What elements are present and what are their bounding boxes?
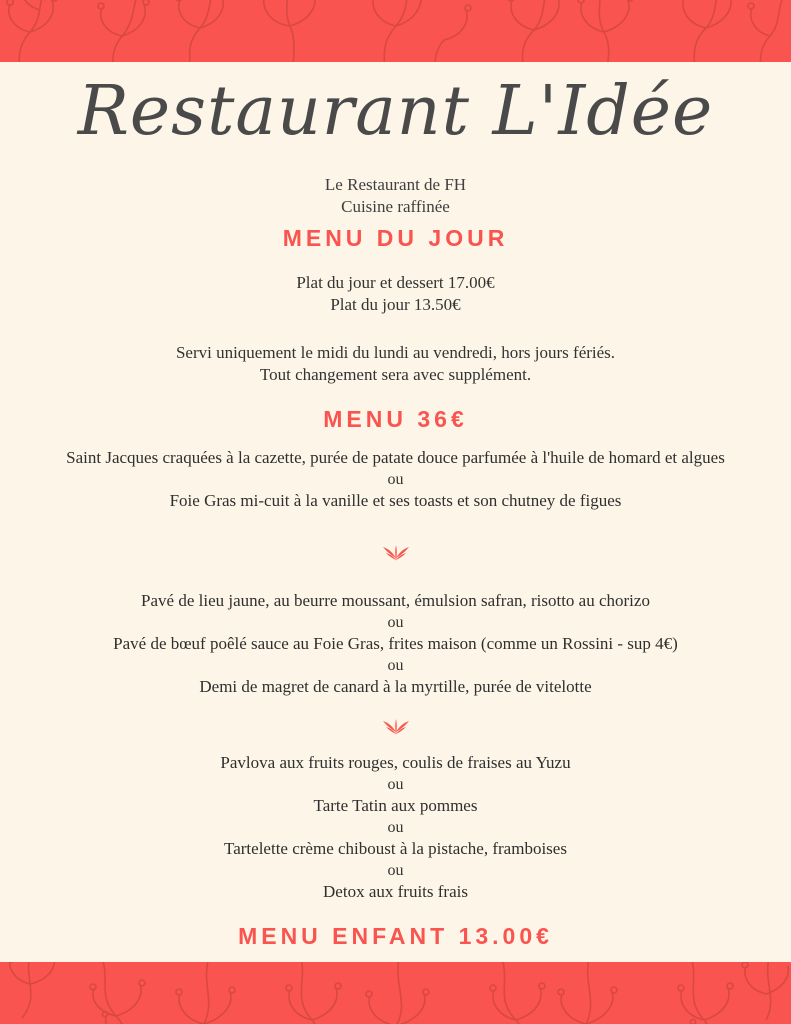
starter-item-2: Foie Gras mi-cuit à la vanille et ses toasts et son chutney de figues	[169, 491, 622, 510]
main-item-1: Pavé de lieu jaune, au beurre moussant, émulsion safran, risotto au chorizo	[141, 591, 650, 610]
or-separator-1: ou	[387, 471, 404, 488]
or-separator-5: ou	[387, 819, 404, 836]
menu-du-jour-price-1: Plat du jour et dessert 17.00€	[296, 273, 495, 292]
page-title: Restaurant L'Idée	[77, 72, 714, 151]
or-separator-6: ou	[387, 862, 404, 879]
subtitle-line-1: Le Restaurant de FH	[324, 175, 467, 194]
floral-pattern-icon	[0, 0, 791, 62]
or-separator-4: ou	[387, 776, 404, 793]
floral-pattern-icon	[0, 962, 791, 1024]
dessert-item-2: Tarte Tatin aux pommes	[313, 796, 478, 815]
dessert-item-3: Tartelette crème chiboust à la pistache, framboises	[224, 839, 567, 858]
dessert-item-4: Detox aux fruits frais	[323, 882, 468, 901]
bottom-floral-band	[0, 962, 791, 1024]
starter-item-1: Saint Jacques craquées à la cazette, purée de patate douce parfumée à l'huile de homard et algues	[66, 448, 725, 467]
divider-2	[0, 712, 791, 738]
leaf-flourish-icon	[379, 716, 413, 736]
subtitle-line-2: Cuisine raffinée	[341, 197, 450, 216]
divider-1	[0, 538, 791, 564]
section-heading-menu-du-jour: MENU DU JOUR	[282, 225, 509, 251]
or-separator-2: ou	[387, 614, 404, 631]
section-heading-menu-enfant: MENU ENFANT 13.00€	[238, 923, 553, 949]
main-item-3: Demi de magret de canard à la myrtille, purée de vitelotte	[199, 677, 592, 696]
or-separator-3: ou	[387, 657, 404, 674]
menu-content	[0, 225, 791, 1008]
top-floral-band	[0, 0, 791, 62]
dessert-item-1: Pavlova aux fruits rouges, coulis de fraises au Yuzu	[220, 753, 571, 772]
leaf-flourish-icon	[379, 542, 413, 562]
section-heading-menu-36: MENU 36€	[323, 406, 468, 432]
main-item-2: Pavé de bœuf poêlé sauce au Foie Gras, frites maison (comme un Rossini - sup 4€)	[113, 634, 678, 653]
menu-du-jour-note-2: Tout changement sera avec supplément.	[259, 365, 532, 384]
menu-du-jour-note-1: Servi uniquement le midi du lundi au vendredi, hors jours fériés.	[175, 343, 616, 362]
menu-du-jour-price-2: Plat du jour 13.50€	[330, 295, 461, 314]
